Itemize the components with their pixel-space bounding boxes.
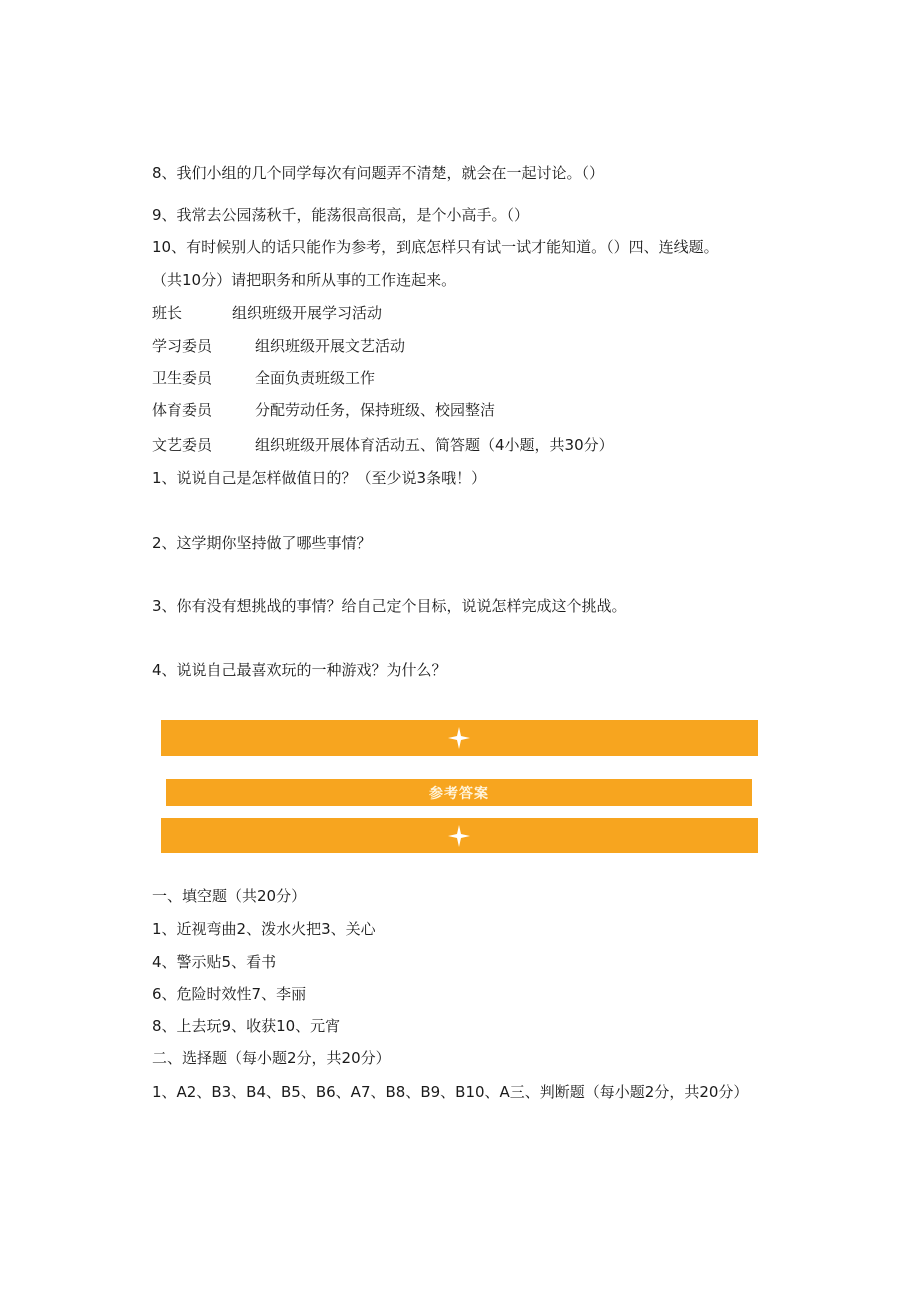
matching-instruction: （共10分）请把职务和所从事的工作连起来。 (152, 271, 457, 289)
answer-section-2: 二、选择题（每小题2分，共20分） (152, 1049, 391, 1067)
question-10: 10、有时候别人的话只能作为参考，到底怎样只有试一试才能知道。（）四、连线题。 (152, 238, 719, 256)
short-answer-3: 3、你有没有想挑战的事情？给自己定个目标，说说怎样完成这个挑战。 (152, 597, 627, 615)
task-label: 全面负责班级工作 (255, 369, 376, 387)
sparkle-icon (448, 727, 470, 749)
short-answer-1: 1、说说自己是怎样做值日的？（至少说3条哦！） (152, 469, 487, 487)
short-answer-2: 2、这学期你坚持做了哪些事情？ (152, 534, 372, 552)
short-answer-4: 4、说说自己最喜欢玩的一种游戏？为什么？ (152, 661, 447, 679)
role-label: 文艺委员 (152, 436, 213, 454)
role-label: 卫生委员 (152, 369, 213, 387)
answer-line: 4、警示贴5、看书 (152, 953, 277, 971)
answer-section-1: 一、填空题（共20分） (152, 887, 307, 905)
banner-bottom-bar (161, 818, 758, 853)
matching-row (152, 368, 375, 388)
role-label: 班长 (152, 304, 183, 322)
role-label: 体育委员 (152, 401, 213, 419)
matching-row (152, 400, 495, 420)
answer-line: 8、上去玩9、收获10、元宵 (152, 1017, 341, 1035)
answer-line: 1、A2、B3、B4、B5、B6、A7、B8、B9、B10、A三、判断题（每小题2分，共20分） (152, 1083, 749, 1101)
answer-key-title: 参考答案 (429, 785, 489, 802)
task-label: 组织班级开展学习活动 (232, 304, 383, 322)
task-label: 组织班级开展文艺活动 (255, 337, 406, 355)
matching-row (152, 336, 405, 356)
role-label: 学习委员 (152, 337, 213, 355)
banner-title-bar (166, 779, 752, 806)
task-label: 组织班级开展体育活动五、简答题（4小题，共30分） (255, 436, 614, 454)
sparkle-icon (448, 825, 470, 847)
answer-line: 6、危险时效性7、李丽 (152, 985, 307, 1003)
banner-top-bar (161, 720, 758, 756)
question-8: 8、我们小组的几个同学每次有问题弄不清楚，就会在一起讨论。（） (152, 164, 605, 182)
matching-row (152, 303, 382, 323)
matching-row (152, 435, 614, 455)
task-label: 分配劳动任务，保持班级、校园整洁 (255, 401, 496, 419)
question-9: 9、我常去公园荡秋千，能荡很高很高，是个小高手。（） (152, 206, 530, 224)
answer-line: 1、近视弯曲2、泼水火把3、关心 (152, 920, 376, 938)
